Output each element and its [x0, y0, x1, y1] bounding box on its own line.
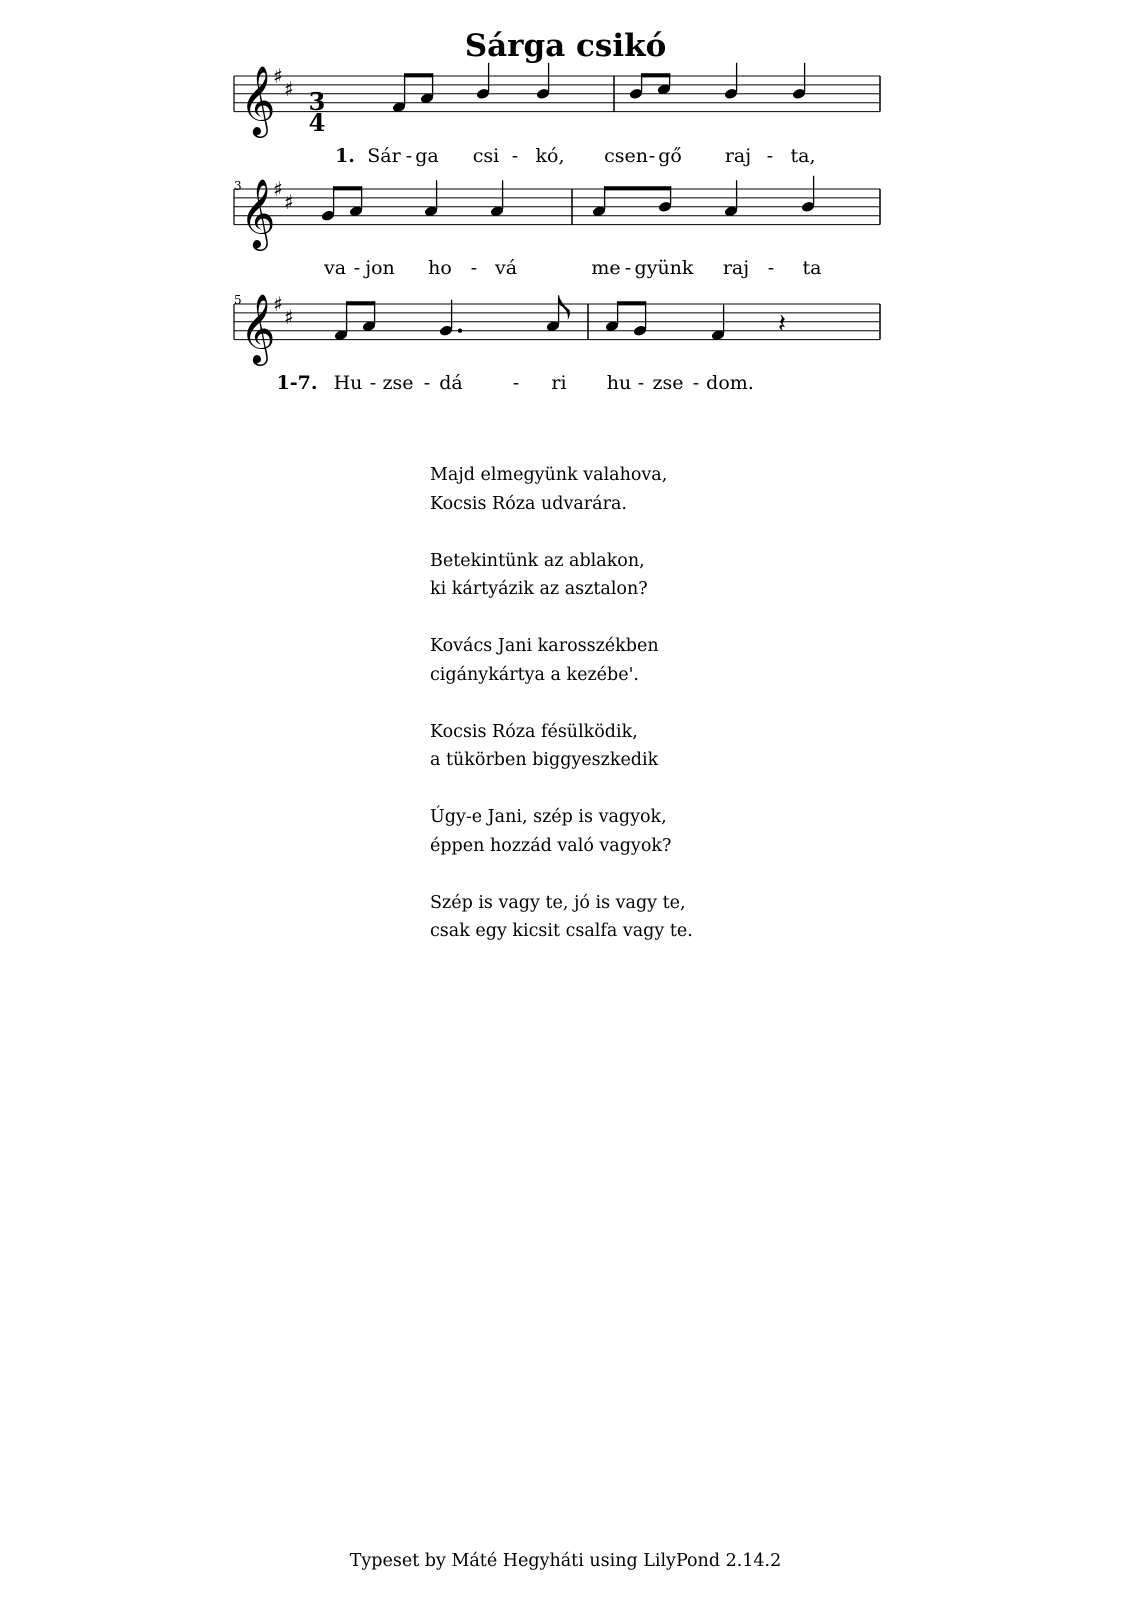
sharp-icon: ♯ [284, 190, 294, 214]
lyric-syllable: ga [415, 145, 439, 167]
lyric-syllable: va [323, 257, 347, 279]
lyric-hyphen: - [692, 372, 700, 394]
stanza-7 [430, 889, 693, 946]
lyric-hyphen: - [637, 372, 645, 394]
treble-clef-icon: 𝄞 [240, 65, 276, 136]
verse-line: Majd elmegyünk valahova, [430, 465, 668, 485]
staff-system-3 [234, 292, 880, 366]
lyric-hyphen: - [511, 145, 519, 167]
lyric-syllable: zse [652, 372, 684, 394]
lyric-syllable: kó, [535, 145, 565, 167]
sharp-icon: ♯ [273, 64, 283, 88]
verse-number-1: 1. [335, 145, 355, 167]
lyric-hyphen: - [512, 372, 520, 394]
verse-line: csak egy kicsit csalfa vagy te. [430, 921, 693, 941]
lyric-hyphen: - [369, 372, 377, 394]
eighth-flag [559, 295, 570, 320]
stanza-6 [430, 803, 693, 860]
lyric-hyphen: - [648, 145, 656, 167]
lyric-syllable: ho [428, 257, 452, 279]
lyric-syllable: Sár [367, 145, 401, 167]
lyric-hyphen: - [767, 257, 775, 279]
lyric-syllable: me [591, 257, 621, 279]
verse-line: Betekintünk az ablakon, [430, 550, 645, 571]
lyric-syllable: ri [551, 372, 567, 394]
verse-number-range: 1-7. [276, 372, 318, 394]
stanza-2 [430, 461, 693, 518]
lyric-syllable: Hu [333, 372, 363, 394]
treble-clef-icon: 𝄞 [240, 293, 276, 364]
lyric-syllable: hu [606, 372, 632, 394]
verse-stanzas [430, 461, 693, 974]
lyric-hyphen: - [766, 145, 774, 167]
verse-line: a tükörben biggyeszkedik [430, 750, 659, 770]
lyric-hyphen: - [624, 257, 632, 279]
lyric-hyphen: - [470, 257, 478, 279]
staff-system-1 [234, 63, 880, 138]
lyric-hyphen: - [423, 372, 431, 394]
lyric-hyphen: - [405, 145, 413, 167]
lyrics-line-1 [335, 145, 815, 167]
lyric-syllable: ta [802, 257, 822, 279]
sharp-icon: ♯ [273, 292, 283, 316]
verse-line: éppen hozzád való vagyok? [430, 835, 672, 856]
sharp-icon: ♯ [284, 305, 294, 329]
music-score [0, 0, 1131, 420]
verse-line: Úgy-e Jani, szép is vagyok, [430, 807, 667, 827]
lyric-syllable: dom. [706, 372, 754, 394]
lyrics-line-3 [277, 372, 754, 394]
lyric-syllable: csen [604, 145, 648, 167]
lyric-syllable: csi [472, 145, 500, 167]
sharp-icon: ♯ [273, 177, 283, 201]
time-signature-numerator: 3 [308, 87, 326, 116]
lyrics-line-2 [323, 257, 822, 279]
sharp-icon: ♯ [284, 77, 294, 101]
time-signature-denominator: 4 [308, 108, 326, 137]
lyric-syllable: zse [382, 372, 414, 394]
lyric-syllable: jon [365, 257, 395, 279]
verse-line: Kocsis Róza udvarára. [430, 493, 627, 514]
lyric-syllable: dá [439, 372, 463, 394]
song-title: Sárga csikó [464, 28, 667, 64]
bar-number-3: 3 [234, 179, 242, 193]
lyric-hyphen: - [353, 257, 361, 279]
lyric-syllable: raj [722, 257, 750, 279]
verse-line: Kovács Jani karosszékben [430, 636, 659, 656]
augmentation-dot [458, 329, 462, 333]
treble-clef-icon: 𝄞 [240, 178, 276, 249]
typeset-credit: Typeset by Máté Hegyháti using LilyPond 2.14.2 [349, 1551, 782, 1571]
verse-line: cigánykártya a kezébe'. [430, 664, 639, 685]
lyric-syllable: gő [658, 145, 682, 167]
staff-system-2 [234, 176, 880, 251]
verse-line: ki kártyázik az asztalon? [430, 579, 648, 599]
quarter-rest-icon: 𝄽 [778, 308, 786, 339]
stanza-5 [430, 718, 693, 775]
lyric-syllable: vá [494, 257, 518, 279]
lyric-syllable: ta, [790, 145, 816, 167]
stanza-3 [430, 547, 693, 604]
verse-line: Szép is vagy te, jó is vagy te, [430, 892, 686, 913]
lyric-syllable: raj [724, 145, 752, 167]
stanza-4 [430, 632, 693, 689]
lyric-syllable: gyünk [634, 257, 694, 279]
verse-line: Kocsis Róza fésülködik, [430, 721, 638, 742]
bar-number-5: 5 [234, 293, 242, 307]
